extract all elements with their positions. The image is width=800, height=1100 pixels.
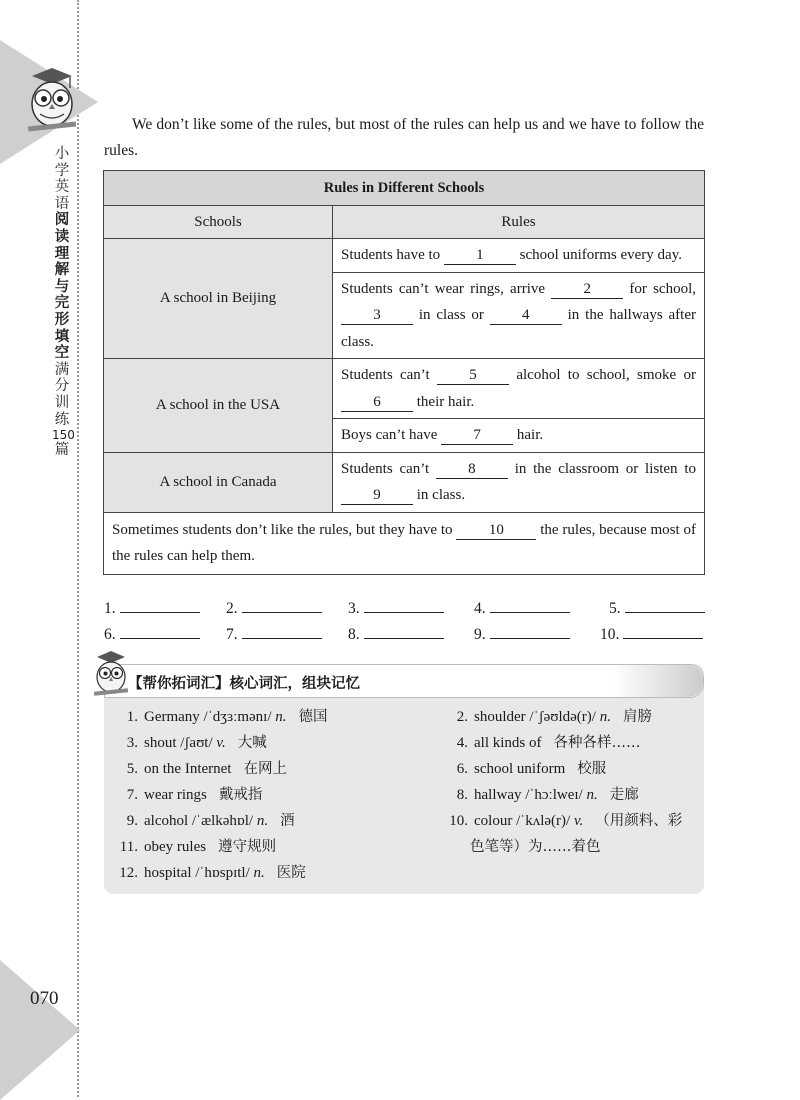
answer-4[interactable]: 4.: [474, 598, 570, 618]
blank-1[interactable]: 1: [444, 246, 516, 265]
blank-9[interactable]: 9: [341, 486, 413, 505]
blank-3[interactable]: 3: [341, 306, 413, 325]
answer-8[interactable]: 8.: [348, 624, 444, 644]
school-beijing: A school in Beijing: [104, 239, 333, 359]
blank-7[interactable]: 7: [441, 426, 513, 445]
page-number: 070: [30, 988, 59, 1009]
blank-4[interactable]: 4: [490, 306, 562, 325]
vocab-item-12: 12. hospital /ˈhɒspɪtl/ n. 医院: [119, 865, 306, 881]
answer-3[interactable]: 3.: [348, 598, 444, 618]
vocab-item-11: 11. obey rules 遵守规则: [119, 839, 277, 855]
blank-2[interactable]: 2: [551, 280, 623, 299]
vocab-item-5: 5. on the Internet 在网上: [126, 761, 287, 777]
vocab-item-10: 10. colour /ˈkʌlə(r)/ v. （用颜料、彩: [449, 813, 683, 829]
answer-9[interactable]: 9.: [474, 624, 570, 644]
header-rules: Rules: [333, 206, 705, 239]
rule-usa-2: Boys can’t have 7 hair.: [333, 419, 705, 453]
answer-6[interactable]: 6.: [104, 624, 200, 644]
dotted-margin-line: [77, 0, 79, 1097]
rules-table: [103, 170, 705, 575]
rule-beijing-1: Students have to 1 school uniforms every day.: [333, 239, 705, 273]
school-usa: A school in the USA: [104, 359, 333, 453]
rule-canada-1: Students can’t 8 in the classroom or listen to 9 in class.: [333, 452, 705, 512]
vocab-item-9: 9. alcohol /ˈælkəhɒl/ n. 酒: [126, 813, 295, 829]
vocab-item-2: 2. shoulder /ˈʃəʊldə(r)/ n. 肩膀: [456, 709, 652, 725]
answer-7[interactable]: 7.: [226, 624, 322, 644]
vocab-title: 【帮你拓词汇】核心词汇，组块记忆: [128, 676, 360, 692]
rule-beijing-2: Students can’t wear rings, arrive 2 for school, 3 in class or 4 in the hallways after class.: [333, 272, 705, 359]
intro-paragraph: We don’t like some of the rules, but most of the rules can help us and we have to follow the rules.: [104, 116, 704, 159]
blank-10[interactable]: 10: [456, 521, 536, 540]
rule-usa-1: Students can’t 5 alcohol to school, smoke or 6 their hair.: [333, 359, 705, 419]
corner-tab-bottom: [0, 960, 80, 1100]
owl-mascot-icon: [24, 66, 80, 132]
header-schools: Schools: [104, 206, 333, 239]
vocab-item-10-continued: 色笔等）为……着色: [470, 839, 601, 855]
vocab-item-6: 6. school uniform 校服: [456, 761, 607, 777]
answer-2[interactable]: 2.: [226, 598, 322, 618]
school-canada: A school in Canada: [104, 452, 333, 512]
book-series-title: 小 学 英 语 阅 读 理 解 与 完 形 填 空 满 分 训 练 150 篇: [52, 146, 75, 459]
vocab-item-7: 7. wear rings 戴戒指: [126, 787, 263, 803]
blank-8[interactable]: 8: [436, 460, 508, 479]
answer-1[interactable]: 1.: [104, 598, 200, 618]
summary-row: Sometimes students don’t like the rules, but they have to 10 the rules, because most of the rules can help them.: [104, 512, 705, 574]
answer-blanks: [104, 598, 706, 650]
vocab-item-1: 1. Germany /ˈdʒɜːmənɪ/ n. 德国: [126, 709, 328, 725]
owl-small-icon: [91, 650, 131, 696]
vocab-item-4: 4. all kinds of 各种各样……: [456, 735, 641, 751]
vocab-item-8: 8. hallway /ˈhɔːlweɪ/ n. 走廊: [456, 787, 639, 803]
blank-5[interactable]: 5: [437, 366, 509, 385]
blank-6[interactable]: 6: [341, 393, 413, 412]
answer-10[interactable]: 10.: [600, 624, 703, 644]
vocab-item-3: 3. shout /ʃaʊt/ v. 大喊: [126, 735, 267, 751]
answer-5[interactable]: 5.: [609, 598, 705, 618]
table-title: Rules in Different Schools: [104, 171, 705, 206]
